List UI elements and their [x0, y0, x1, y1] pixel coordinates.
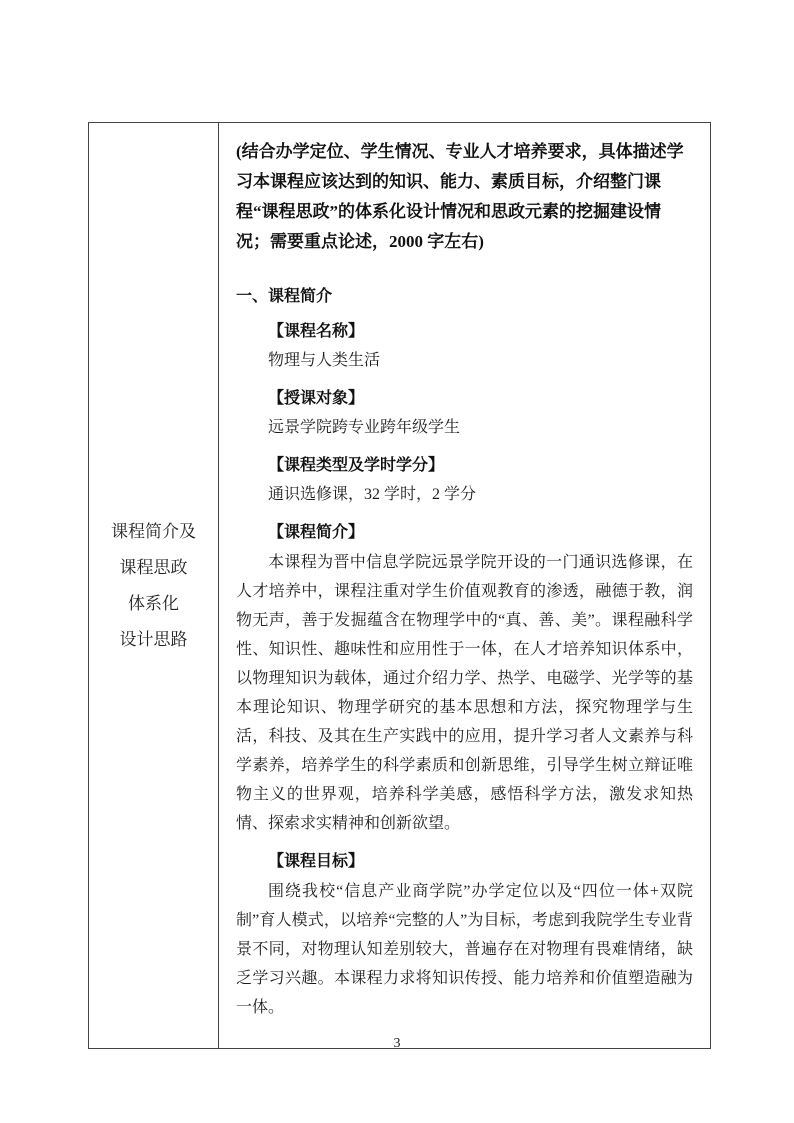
- field-heading-audience: 【授课对象】: [268, 390, 365, 407]
- field-block: [236, 318, 693, 375]
- field-block: [236, 848, 693, 1022]
- field-heading-course-intro: 【课程简介】: [268, 524, 365, 541]
- course-goals-paragraph: 围绕我校“信息产业商学院”办学定位以及“四位一体+双院制”育人模式，以培养“完整的人”为目标，考虑到我院学生专业背景不同，对物理认知差别较大，普遍存在对物理有畏难情绪，缺乏学习兴趣。本课程力求将知识传授、能力培养和价值塑造融为一体。: [236, 883, 693, 1016]
- field-heading-course-goals: 【课程目标】: [268, 853, 365, 870]
- row-label-cell: [89, 123, 219, 1048]
- field-value-course-name: 物理与人类生活: [268, 352, 381, 369]
- field-value-audience: 远景学院跨专业跨年级学生: [268, 419, 461, 436]
- field-heading-course-name: 【课程名称】: [268, 323, 365, 340]
- row-label: [111, 514, 196, 658]
- course-intro-paragraph: 本课程为晋中信息学院远景学院开设的一门通识选修课，在人才培养中，课程注重对学生价值观教育的渗透，融德于教，润物无声，善于发掘蕴含在物理学中的“真、善、美”。课程融科学性、知识性、趣味性和应用性于一体，在人才培养知识体系中，以物理知识为载体，通过介绍力学、热学、电磁学、光学等的基本理论知识、物理学研究的基本思想和方法，探究物理学与生活，科技、及其在生产实践中的应用，提升学习者人文素养与科学素养，培养学生的科学素质和创新思维，引导学生树立辩证唯物主义的世界观，培养科学美感，感悟科学方法，激发求知热情、探索求实精神和创新欲望。: [236, 554, 693, 832]
- field-block: [236, 519, 693, 838]
- instruction-paragraph: (结合办学定位、学生情况、专业人才培养要求，具体描述学习本课程应该达到的知识、能力、素质目标，介绍整门课程“课程思政”的体系化设计情况和思政元素的挖掘建设情况；需要重点论述，2000 字左右): [236, 142, 684, 251]
- row-label-line: 课程思政: [119, 557, 188, 577]
- section-heading: 一、课程简介: [236, 288, 333, 305]
- field-value-course-type: 通识选修课，32 学时，2 学分: [268, 486, 477, 503]
- field-heading-course-type: 【课程类型及学时学分】: [268, 457, 445, 474]
- row-label-line: 设计思路: [119, 629, 188, 649]
- field-block: [236, 452, 693, 509]
- row-label-line: 体系化: [128, 593, 179, 613]
- syllabus-table: [88, 122, 711, 1049]
- row-label-line: 课程简介及: [111, 521, 196, 541]
- content-cell: [219, 123, 710, 1048]
- page-number: 3: [393, 1036, 401, 1051]
- field-block: [236, 385, 693, 442]
